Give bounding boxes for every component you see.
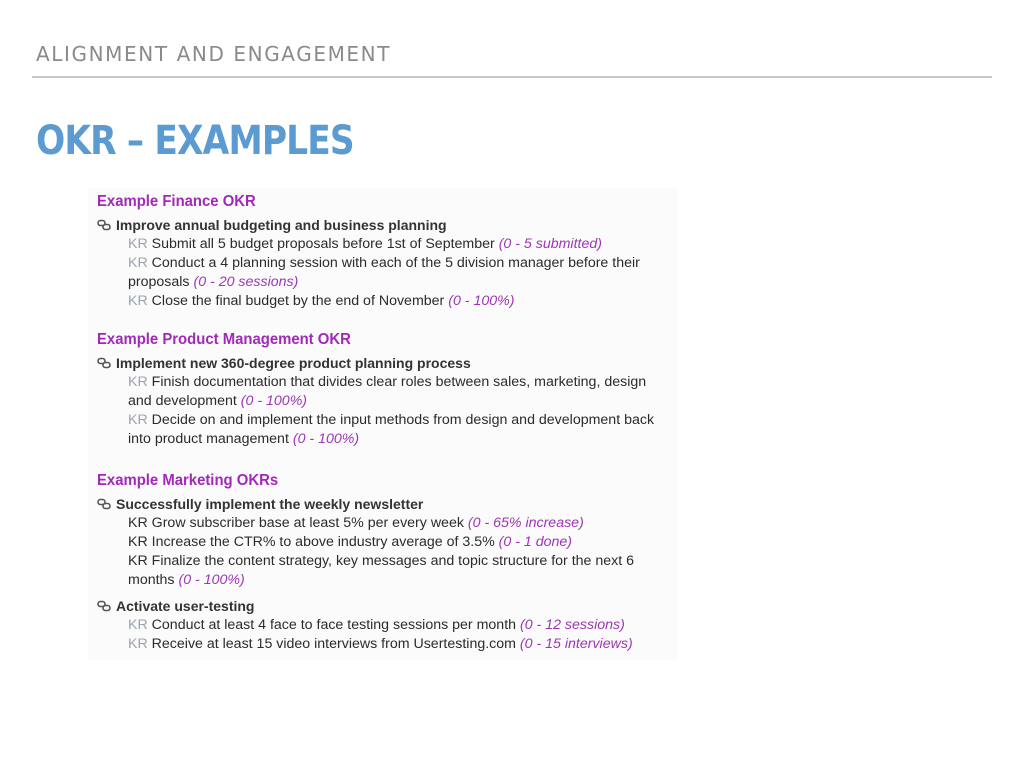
key-result bbox=[128, 635, 673, 654]
page-title: OKR – EXAMPLES bbox=[36, 118, 354, 164]
key-result bbox=[128, 411, 673, 449]
kr-measure: (0 - 12 sessions) bbox=[519, 617, 625, 633]
kr-text: Receive at least 15 video interviews from Usertesting.com bbox=[151, 636, 520, 652]
key-result bbox=[128, 235, 673, 254]
kr-measure: (0 - 5 submitted) bbox=[498, 236, 602, 252]
kr-measure: (0 - 100%) bbox=[178, 572, 245, 588]
key-result bbox=[128, 533, 673, 552]
kr-text: Finalize the content strategy, key messages and topic structure for the next 6 months bbox=[128, 553, 635, 588]
kr-text: Decide on and implement the input methods from design and development back into product management bbox=[128, 412, 655, 447]
section-title-product-management: Example Product Management OKR bbox=[97, 331, 351, 348]
kr-measure: (0 - 100%) bbox=[292, 431, 360, 447]
key-result bbox=[128, 552, 673, 590]
link-icon bbox=[97, 498, 112, 510]
kr-measure: (0 - 65% increase) bbox=[467, 515, 584, 531]
kr-tag: KR bbox=[128, 374, 148, 390]
kr-tag: KR bbox=[128, 636, 148, 652]
key-result bbox=[128, 373, 673, 411]
kr-measure: (0 - 20 sessions) bbox=[193, 274, 299, 290]
link-icon bbox=[97, 357, 112, 369]
kr-tag: KR bbox=[128, 236, 148, 252]
kr-measure: (0 - 100%) bbox=[448, 293, 515, 309]
kr-tag: KR bbox=[128, 293, 148, 309]
kr-tag: KR bbox=[128, 515, 148, 531]
link-icon bbox=[97, 600, 112, 612]
objective-finance bbox=[97, 217, 447, 233]
objective-text: Successfully implement the weekly newsletter bbox=[116, 496, 424, 512]
objective-newsletter bbox=[97, 496, 423, 512]
kr-tag: KR bbox=[128, 255, 148, 271]
objective-text: Implement new 360-degree product planning process bbox=[116, 355, 471, 371]
key-result bbox=[128, 514, 673, 533]
key-result bbox=[128, 292, 673, 311]
key-result bbox=[128, 254, 673, 292]
header-divider bbox=[32, 76, 992, 78]
kr-tag: KR bbox=[128, 412, 148, 428]
kr-tag: KR bbox=[128, 534, 148, 550]
kr-text: Finish documentation that divides clear roles between sales, marketing, design and development bbox=[128, 374, 647, 409]
objective-product-management bbox=[97, 355, 471, 371]
kr-text: Increase the CTR% to above industry average of 3.5% bbox=[151, 534, 499, 550]
kr-text: Submit all 5 budget proposals before 1st of September bbox=[151, 236, 499, 252]
kr-measure: (0 - 1 done) bbox=[498, 534, 573, 550]
section-label: ALIGNMENT AND ENGAGEMENT bbox=[36, 42, 392, 66]
key-result bbox=[128, 616, 673, 635]
link-icon bbox=[97, 219, 112, 231]
kr-measure: (0 - 15 interviews) bbox=[519, 636, 633, 652]
section-title-marketing: Example Marketing OKRs bbox=[97, 472, 279, 489]
kr-tag: KR bbox=[128, 617, 148, 633]
kr-text: Conduct at least 4 face to face testing sessions per month bbox=[151, 617, 520, 633]
kr-text: Close the final budget by the end of November bbox=[151, 293, 449, 309]
objective-text: Activate user-testing bbox=[116, 598, 255, 614]
section-title-finance: Example Finance OKR bbox=[97, 193, 256, 210]
kr-text: Grow subscriber base at least 5% per every week bbox=[151, 515, 468, 531]
kr-tag: KR bbox=[128, 553, 148, 569]
kr-measure: (0 - 100%) bbox=[240, 393, 308, 409]
kr-text: Conduct a 4 planning session with each of the 5 division manager before their proposals bbox=[128, 255, 640, 290]
okr-examples-panel bbox=[88, 188, 678, 660]
objective-user-testing bbox=[97, 598, 254, 614]
objective-text: Improve annual budgeting and business planning bbox=[116, 217, 447, 233]
